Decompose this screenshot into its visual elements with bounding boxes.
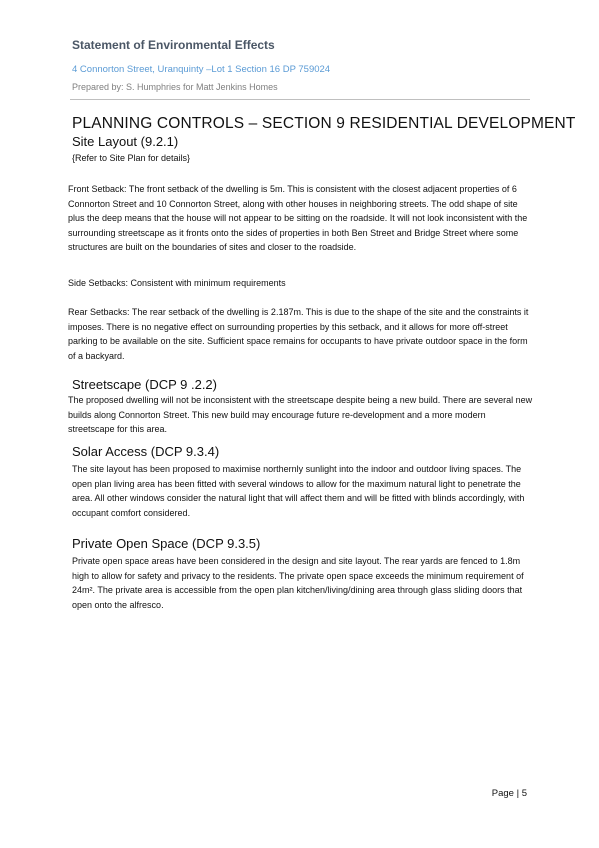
private-open-space-heading: Private Open Space (DCP 9.3.5) [72,536,261,551]
private-open-space-paragraph: Private open space areas have been considered in the design and site layout. The rear yards are fenced to 1.8m high to allow for safety and privacy to the residents. The private open space exceeds the minimum requirement of 24m². The private area is accessible from the open plan kitchen/living/dining area through glass sliding doors that open onto the alfresco. [72,556,524,610]
document-title: Statement of Environmental Effects [72,38,275,52]
streetscape-paragraph: The proposed dwelling will not be inconsistent with the streetscape despite being a new build. There are several new builds along Connorton Street. This new build may encourage future re-development and a more modern streetscape for this area. [68,395,533,434]
site-layout-heading: Site Layout (9.2.1) [72,134,179,149]
streetscape-heading: Streetscape (DCP 9 .2.2) [72,377,217,392]
header-divider [70,99,530,100]
prepared-by: Prepared by: S. Humphries for Matt Jenkins Homes [72,82,278,92]
section-heading: PLANNING CONTROLS – SECTION 9 RESIDENTIAL DEVELOPMENT [72,115,576,132]
page-number: Page | 5 [491,788,527,799]
site-plan-reference: {Refer to Site Plan for details} [72,153,191,163]
solar-access-heading: Solar Access (DCP 9.3.4) [72,444,220,459]
solar-access-paragraph: The site layout has been proposed to maximise northernly sunlight into the indoor and outdoor living spaces. The open plan living area has been fitted with several windows to allow for the maximum natural light to penetrate the area. All other windows consider the natural light that will affect them and will be fitted with blinds accordingly, with occupant comfort considered. [72,464,525,518]
side-setbacks-paragraph: Side Setbacks: Consistent with minimum requirements [68,278,286,288]
front-setback-paragraph: Front Setback: The front setback of the dwelling is 5m. This is consistent with the closest adjacent properties of 6 Connorton Street and 10 Connorton Street, along with other houses in neighboring streets. The odd shape of site plus the deep means that the house will not appear to be sitting on the roadside. It will not look inconsistent with the surrounding streetscape as it fronts onto the sides of properties in both Ben Street and Bridge Street where some structures are built on the boundaries of sites and closer to the roadside. [68,184,528,252]
rear-setbacks-paragraph: Rear Setbacks: The rear setback of the dwelling is 2.187m. This is due to the shape of the site and the constraints it imposes. There is no negative effect on surrounding properties by this setback, and it allows for more off-street parking to be available on the site. Sufficient space remains for occupants to have private outdoor space in the form of a backyard. [68,307,529,361]
site-address: 4 Connorton Street, Uranquinty –Lot 1 Section 16 DP 759024 [72,64,331,75]
